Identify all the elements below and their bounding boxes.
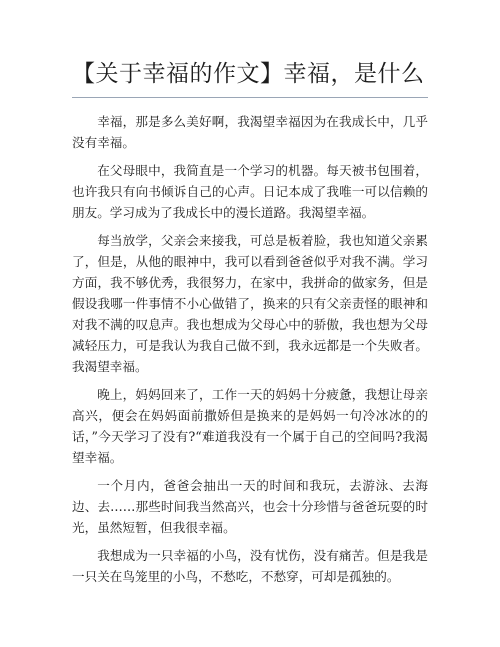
paragraph-4: 晚上，妈妈回来了，工作一天的妈妈十分疲惫，我想让母亲高兴，便会在妈妈面前撒娇但是换来的是妈妈一句冷冰冰的的话，”今天学习了没有?“难道我没有一个属于自己的空间吗?我渴望幸福。	[72, 387, 428, 465]
paragraph-5: 一个月内，爸爸会抽出一天的时间和我玩，去游泳、去海边、去……那些时间我当然高兴，也会十分珍惜与爸爸玩耍的时光，虽然短暂，但我很幸福。	[72, 478, 428, 535]
paragraph-2: 在父母眼中，我简直是一个学习的机器。每天被书包围着，也许我只有向书倾诉自己的心声。日记本成了我唯一可以信赖的朋友。学习成为了我成长中的漫长道路。我渴望幸福。	[72, 163, 428, 220]
article-body	[72, 111, 428, 594]
document-title: 【关于幸福的作文】幸福，是什么	[72, 61, 425, 87]
paragraph-1: 幸福，那是多么美好啊，我渴望幸福因为在我成长中，几乎没有幸福。	[72, 114, 428, 150]
title-underline	[72, 97, 428, 98]
paragraph-3: 每当放学，父亲会来接我，可总是板着脸，我也知道父亲累了，但是，从他的眼神中，我可以看到爸爸似乎对我不满。学习方面，我不够优秀，我很努力，在家中，我拼命的做家务，但是假设我哪一件事情不小心做错了，换来的只有父亲责怪的眼神和对我不满的叹息声。我也想成为父母心中的骄傲，我也想为父母减轻压力，可是我认为我自己做不到，我永远都是一个失败者。我渴望幸福。	[72, 233, 428, 374]
paragraph-6: 我想成为一只幸福的小鸟，没有忧伤，没有痛苦。但是我是一只关在鸟笼里的小鸟，不愁吃，不愁穿，可却是孤独的。	[72, 548, 428, 584]
